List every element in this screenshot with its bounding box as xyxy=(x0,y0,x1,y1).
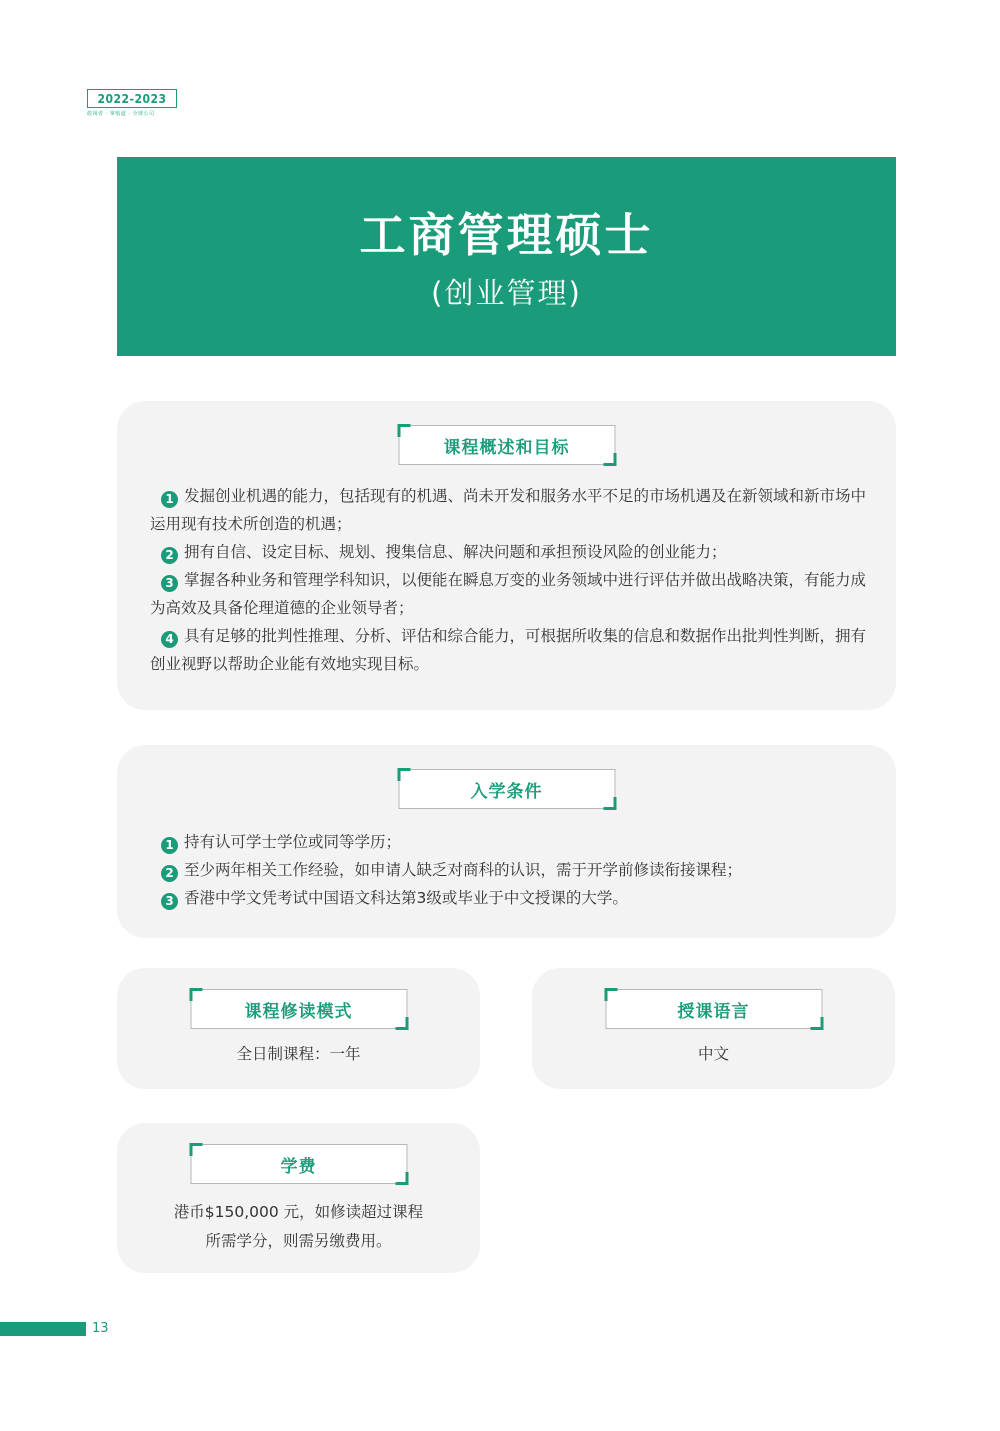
year-badge xyxy=(87,89,177,108)
fee-card xyxy=(117,1123,480,1273)
list-item-text: 发掘创业机遇的能力，包括现有的机遇、尚未开发和服务水平不足的市场机遇及在新领域和新市场中运用现有技术所创造的机遇； xyxy=(150,487,867,533)
list-item-text: 掌握各种业务和管理学科知识，以便能在瞬息万变的业务领域中进行评估并做出战略决策，有能力成为高效及具备伦理道德的企业领导者； xyxy=(150,571,867,617)
list-item-text: 持有认可学士学位或同等学历； xyxy=(184,833,402,851)
list-item xyxy=(150,538,868,566)
number-3-icon: 3 xyxy=(161,893,178,910)
language-heading xyxy=(605,989,822,1029)
list-item xyxy=(150,622,868,678)
page-title: 工商管理硕士 xyxy=(359,208,654,262)
number-2-icon: 2 xyxy=(161,865,178,882)
admission-heading-text: 入学条件 xyxy=(470,781,543,802)
objectives-heading xyxy=(398,425,615,465)
list-item-text: 至少两年相关工作经验，如申请人缺乏对商科的认识，需于开学前修读衔接课程； xyxy=(184,861,743,879)
list-item xyxy=(150,482,868,538)
fee-line-1: 港币$150,000 元，如修读超过课程 xyxy=(173,1203,424,1221)
number-2-icon: 2 xyxy=(161,547,178,564)
fee-heading xyxy=(190,1144,407,1184)
admission-list xyxy=(150,828,868,912)
language-text: 中文 xyxy=(697,1045,729,1063)
fee-line-2: 所需学分，则需另缴费用。 xyxy=(205,1232,392,1250)
list-item-text: 香港中学文凭考试中国语文科达第3级或毕业于中文授课的大学。 xyxy=(184,889,628,907)
language-card xyxy=(532,968,895,1089)
objectives-heading-text: 课程概述和目标 xyxy=(443,437,570,458)
number-4-icon: 4 xyxy=(161,631,178,648)
fee-text xyxy=(117,1198,480,1256)
study-mode-card xyxy=(117,968,480,1089)
study-mode-heading-text: 课程修读模式 xyxy=(244,1001,353,1022)
title-banner xyxy=(117,157,896,356)
list-item-text: 拥有自信、设定目标、规划、搜集信息、解决问题和承担预设风险的创业能力； xyxy=(184,543,727,561)
language-heading-text: 授课语言 xyxy=(677,1001,750,1022)
page-number: 13 xyxy=(92,1321,109,1336)
year-label: 2022-2023 xyxy=(97,91,167,106)
list-item xyxy=(150,884,868,912)
admission-card xyxy=(117,745,896,938)
page-subtitle: (创业管理) xyxy=(431,276,582,310)
list-item xyxy=(150,856,868,884)
study-mode-heading xyxy=(190,989,407,1029)
list-item-text: 具有足够的批判性推理、分析、评估和综合能力，可根据所收集的信息和数据作出批判性判断，拥有创业视野以帮助企业能有效地实现目标。 xyxy=(150,627,867,673)
footer-bar xyxy=(0,1322,86,1336)
objectives-list xyxy=(150,482,868,678)
list-item xyxy=(150,566,868,622)
objectives-card xyxy=(117,401,896,710)
fee-heading-text: 学费 xyxy=(280,1156,317,1177)
number-3-icon: 3 xyxy=(161,575,178,592)
number-1-icon: 1 xyxy=(161,491,178,508)
number-1-icon: 1 xyxy=(161,837,178,854)
header-subtitle: 敢闯者 · 掌航道 · 全球公司 xyxy=(87,111,155,117)
list-item xyxy=(150,828,868,856)
study-mode-text: 全日制课程：一年 xyxy=(236,1045,361,1063)
admission-heading xyxy=(398,769,615,809)
